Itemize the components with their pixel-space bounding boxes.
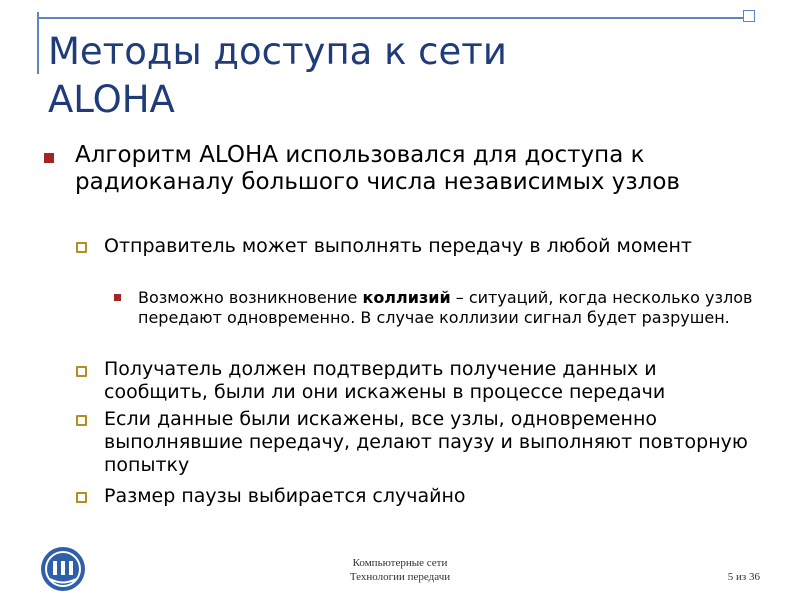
bullet-level2-sender: Отправитель может выполнять передачу в любой момент: [104, 235, 692, 257]
decor-vertical-line: [37, 12, 39, 74]
decor-corner-square: [743, 10, 755, 22]
collision-text-pre: Возможно возникновение: [138, 288, 363, 307]
footer-page-number: 5 из 36: [727, 571, 760, 583]
bullet-level3-collision: [138, 288, 768, 328]
bullet-checkbox-icon: [76, 492, 87, 503]
footer-subject: Технологии передачи: [349, 571, 451, 583]
title-line-2: ALOHA: [48, 78, 175, 121]
bullet-level2-receiver: Получатель должен подтвердить получение данных и сообщить, были ли они искажены в процессе передачи: [104, 358, 666, 403]
footer-course: Компьютерные сети: [352, 557, 448, 569]
bullet-checkbox-icon: [76, 242, 87, 253]
bullet-checkbox-icon: [76, 366, 87, 377]
bullet-checkbox-icon: [76, 415, 87, 426]
footer-course-info: [300, 556, 500, 584]
slide-title: [48, 28, 748, 124]
bullet-level2-retry: Если данные были искажены, все узлы, одновременно выполнявшие передачу, делают паузу и выполняют повторную попытку: [104, 408, 748, 476]
bullet-small-square-icon: [114, 294, 121, 301]
collision-term: коллизий: [362, 288, 451, 307]
title-line-1: Методы доступа к сети: [48, 30, 507, 73]
collision-text-post: – ситуаций, когда несколько узлов передают одновременно. В случае коллизии сигнал будет разрушен.: [138, 288, 753, 327]
unn-logo-icon: [40, 546, 86, 592]
decor-horizontal-line: [37, 17, 753, 19]
bullet-square-icon: [44, 153, 54, 163]
bullet-level2-pause: Размер паузы выбирается случайно: [104, 485, 466, 507]
bullet-level1: Алгоритм ALOHA использовался для доступа к радиоканалу большого числа независимых узлов: [75, 142, 680, 195]
